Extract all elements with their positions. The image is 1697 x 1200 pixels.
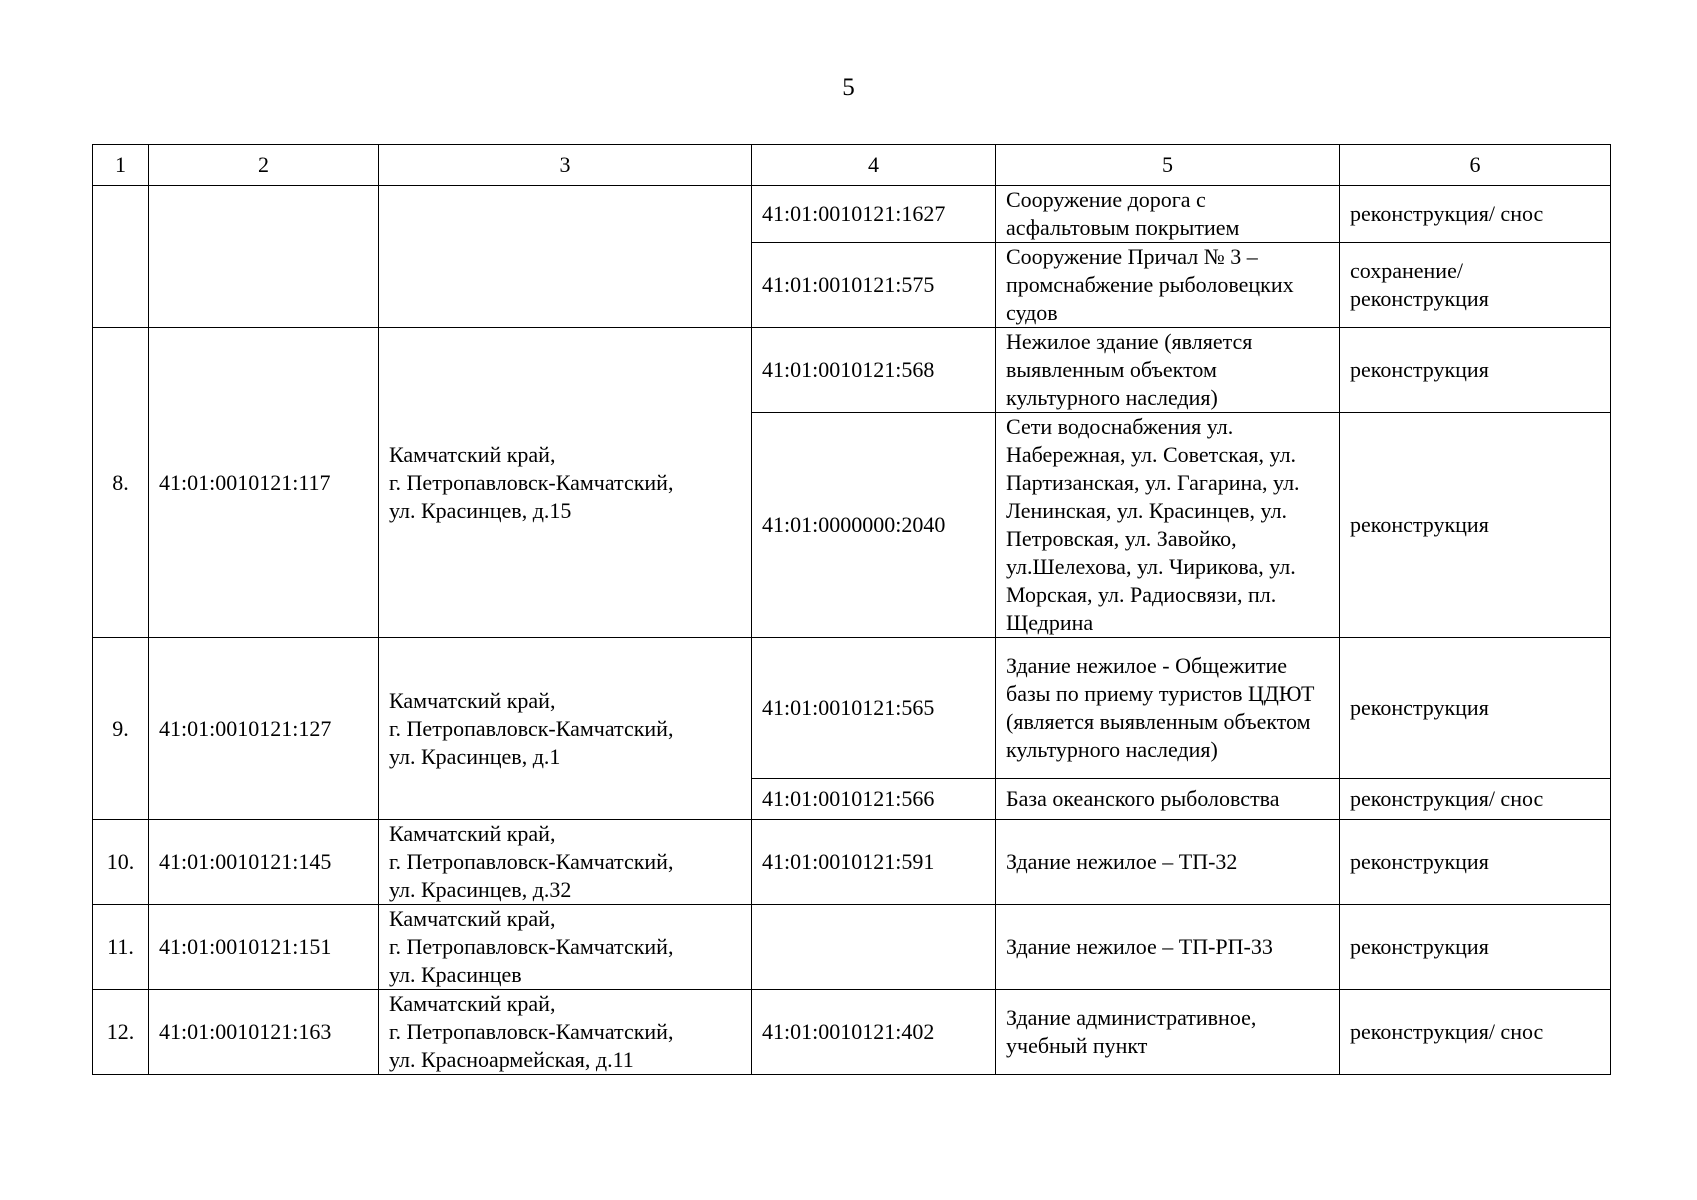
action-cell: реконструкция — [1340, 820, 1611, 905]
land-cadastral-cell: 41:01:0010121:163 — [149, 990, 379, 1075]
action-cell: реконструкция/ снос — [1340, 186, 1611, 243]
address-cell — [379, 905, 752, 990]
address-line: г. Петропавловск-Камчатский, — [389, 715, 674, 741]
address-line: г. Петропавловск-Камчатский, — [389, 934, 674, 959]
address-cell — [379, 990, 752, 1075]
action-cell: реконструкция/ снос — [1340, 779, 1611, 820]
row-number-cell: 8. — [93, 328, 149, 638]
address-line: г. Петропавловск-Камчатский, — [389, 849, 674, 874]
header-cell-1: 1 — [93, 145, 149, 186]
table-row — [93, 638, 1611, 779]
address-cell — [379, 186, 752, 328]
object-cadastral-cell: 41:01:0010121:402 — [752, 990, 996, 1075]
page-number: 5 — [842, 74, 855, 101]
address-cell — [379, 638, 752, 820]
row-number-cell — [93, 186, 149, 328]
land-cadastral-cell — [149, 186, 379, 328]
address-line: г. Петропавловск-Камчатский, — [389, 469, 674, 495]
address-line: Камчатский край, — [389, 441, 556, 467]
action-cell: реконструкция — [1340, 905, 1611, 990]
header-cell-4: 4 — [752, 145, 996, 186]
table-row — [93, 905, 1611, 990]
object-cadastral-cell: 41:01:0010121:591 — [752, 820, 996, 905]
object-cadastral-cell: 41:01:0010121:566 — [752, 779, 996, 820]
land-cadastral-cell: 41:01:0010121:127 — [149, 638, 379, 820]
table-row — [93, 990, 1611, 1075]
land-cadastral-cell: 41:01:0010121:145 — [149, 820, 379, 905]
header-cell-6: 6 — [1340, 145, 1611, 186]
object-cadastral-cell: 41:01:0010121:1627 — [752, 186, 996, 243]
header-row — [93, 145, 1611, 186]
object-description-cell: Нежилое здание (является выявленным объектом культурного наследия) — [996, 328, 1340, 413]
row-number-cell: 10. — [93, 820, 149, 905]
row-number-cell: 11. — [93, 905, 149, 990]
table-row — [93, 328, 1611, 413]
address-line: ул. Красинцев, д.15 — [389, 497, 572, 523]
land-cadastral-cell: 41:01:0010121:151 — [149, 905, 379, 990]
header-cell-3: 3 — [379, 145, 752, 186]
action-cell: реконструкция — [1340, 638, 1611, 779]
address-cell — [379, 328, 752, 638]
address-line: ул. Красинцев, д.32 — [389, 877, 572, 902]
table-row — [93, 186, 1611, 243]
land-cadastral-cell: 41:01:0010121:117 — [149, 328, 379, 638]
object-description-cell: Здание нежилое – ТП-32 — [996, 820, 1340, 905]
row-number-cell: 9. — [93, 638, 149, 820]
address-line: Камчатский край, — [389, 906, 556, 931]
action-cell: реконструкция — [1340, 328, 1611, 413]
address-line: г. Петропавловск-Камчатский, — [389, 1019, 674, 1044]
header-cell-5: 5 — [996, 145, 1340, 186]
header-cell-2: 2 — [149, 145, 379, 186]
object-description-cell: Сооружение Причал № 3 – промснабжение рыболовецких судов — [996, 243, 1340, 328]
object-cadastral-cell: 41:01:0010121:565 — [752, 638, 996, 779]
row-number-cell: 12. — [93, 990, 149, 1075]
action-cell: реконструкция/ снос — [1340, 990, 1611, 1075]
address-line: ул. Красинцев — [389, 962, 522, 987]
object-description-cell: База океанского рыболовства — [996, 779, 1340, 820]
object-description-cell: Здание административное, учебный пункт — [996, 990, 1340, 1075]
address-line: Камчатский край, — [389, 687, 556, 713]
table-row — [93, 820, 1611, 905]
object-cadastral-cell: 41:01:0000000:2040 — [752, 413, 996, 638]
address-line: Камчатский край, — [389, 821, 556, 846]
address-line: ул. Красноармейская, д.11 — [389, 1047, 634, 1072]
object-description-cell: Здание нежилое - Общежитие базы по приему туристов ЦДЮТ (является выявленным объектом культурного наследия) — [996, 638, 1340, 779]
object-cadastral-cell — [752, 905, 996, 990]
object-description-cell: Сооружение дорога с асфальтовым покрытием — [996, 186, 1340, 243]
address-line: Камчатский край, — [389, 991, 556, 1016]
action-cell: сохранение/ реконструкция — [1340, 243, 1611, 328]
object-description-cell: Здание нежилое – ТП-РП-33 — [996, 905, 1340, 990]
object-cadastral-cell: 41:01:0010121:575 — [752, 243, 996, 328]
objects-table — [92, 144, 1611, 1075]
object-description-cell: Сети водоснабжения ул. Набережная, ул. Советская, ул. Партизанская, ул. Гагарина, ул. Ленинская, ул. Красинцев, ул. Петровская, ул. Завойко, ул.Шелехова, ул. Чирикова, ул. Морская, ул. Радиосвязи, пл. Щедрина — [996, 413, 1340, 638]
address-line: ул. Красинцев, д.1 — [389, 743, 561, 769]
object-cadastral-cell: 41:01:0010121:568 — [752, 328, 996, 413]
action-cell: реконструкция — [1340, 413, 1611, 638]
address-cell — [379, 820, 752, 905]
